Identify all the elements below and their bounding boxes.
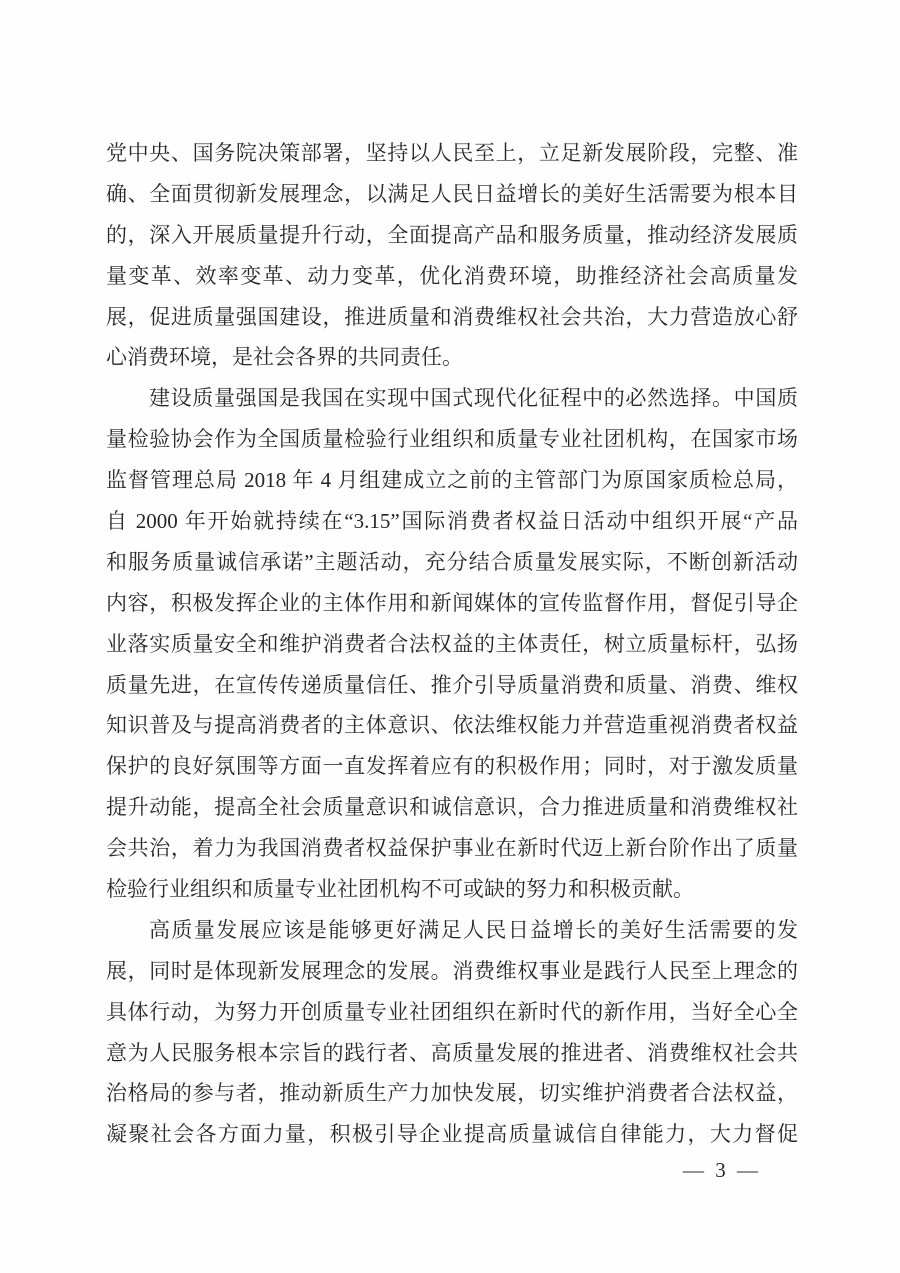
text-line: 展，促进质量强国建设，推进质量和消费维权社会共治，大力营造放心舒 <box>106 304 798 329</box>
text-line: 质量先进，在宣传传递质量信任、推介引导质量消费和质量、消费、维权 <box>106 672 798 697</box>
text-line: 内容，积极发挥企业的主体作用和新闻媒体的宣传监督作用，督促引导企 <box>106 590 798 615</box>
text-line: 的，深入开展质量提升行动，全面提高产品和服务质量，推动经济发展质 <box>106 222 798 247</box>
text-line: 心消费环境，是社会各界的共同责任。 <box>106 345 463 370</box>
text-line: 自 2000 年开始就持续在“3.15”国际消费者权益日活动中组织开展“产品 <box>106 509 798 534</box>
text-line: 展，同时是体现新发展理念的发展。消费维权事业是践行人民至上理念的 <box>106 958 798 983</box>
text-line: 意为人民服务根本宗旨的践行者、高质量发展的推进者、消费维权社会共 <box>106 1040 798 1065</box>
text-line: 业落实质量安全和维护消费者合法权益的主体责任，树立质量标杆，弘扬 <box>106 631 798 656</box>
page-number: — 3 — <box>683 1158 761 1182</box>
text-line: 确、全面贯彻新发展理念，以满足人民日益增长的美好生活需要为根本目 <box>106 181 798 206</box>
text-line: 建设质量强国是我国在实现中国式现代化征程中的必然选择。中国质 <box>149 386 798 411</box>
text-line: 和服务质量诚信承诺”主题活动，充分结合质量发展实际，不断创新活动 <box>106 549 798 574</box>
paragraph <box>106 133 798 378</box>
text-line: 监督管理总局 2018 年 4 月组建成立之前的主管部门为原国家质检总局， <box>106 468 798 493</box>
text-line: 会共治，着力为我国消费者权益保护事业在新时代迈上新台阶作出了质量 <box>106 836 798 861</box>
text-line: 量变革、效率变革、动力变革，优化消费环境，助推经济社会高质量发 <box>106 263 798 288</box>
paragraph <box>106 378 798 910</box>
text-line: 知识普及与提高消费者的主体意识、依法维权能力并营造重视消费者权益 <box>106 713 798 738</box>
text-line: 党中央、国务院决策部署，坚持以人民至上，立足新发展阶段，完整、准 <box>106 141 798 165</box>
text-line: 提升动能，提高全社会质量意识和诚信意识，合力推进质量和消费维权社 <box>106 795 798 820</box>
text-line: 保护的良好氛围等方面一直发挥着应有的积极作用；同时，对于激发质量 <box>106 754 798 779</box>
text-line: 量检验协会作为全国质量检验行业组织和质量专业社团机构，在国家市场 <box>106 427 798 452</box>
text-line: 凝聚社会各方面力量，积极引导企业提高质量诚信自律能力，大力督促 <box>106 1122 798 1147</box>
text-line: 高质量发展应该是能够更好满足人民日益增长的美好生活需要的发 <box>149 917 798 942</box>
text-line: 治格局的参与者，推动新质生产力加快发展，切实维护消费者合法权益， <box>106 1081 798 1106</box>
text-line: 具体行动，为努力开创质量专业社团组织在新时代的新作用，当好全心全 <box>106 999 798 1024</box>
document-body <box>106 133 798 1155</box>
text-line: 检验行业组织和质量专业社团机构不可或缺的努力和积极贡献。 <box>106 877 694 902</box>
paragraph <box>106 910 798 1155</box>
